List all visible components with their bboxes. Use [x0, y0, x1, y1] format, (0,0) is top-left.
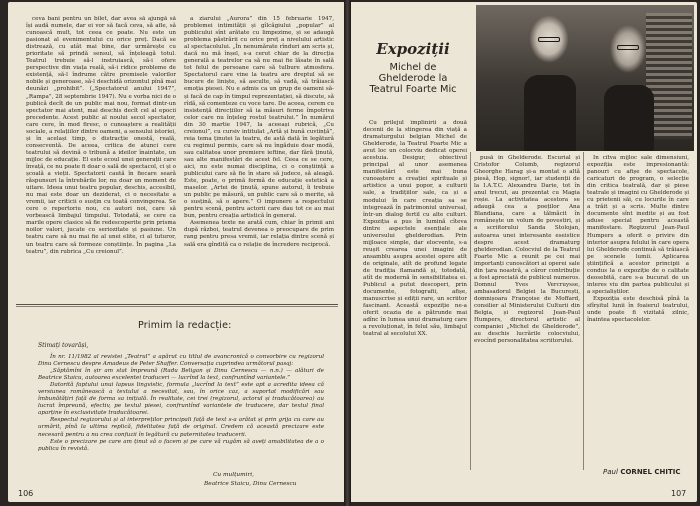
letter-paragraph: Respectul regizorului și al interpreților principali față de text s-a arătat și prin grija cu care au urmărit, pînă la ultima replică, fidelitatea față de original. Credem că această precizare este necesară pentru a nu crea confuzii în legătură cu paternitatea traducerii. [38, 417, 324, 438]
right-page-column-1 [363, 120, 467, 466]
paragraph: Cu prilejul împlinirii a două decenii de la stingerea din viață a dramaturgului belgian Michel de Ghelderode, la Teatrul Foarte Mic a avut loc un colocviu dedicat operei acestuia. Desigur, obiectivul principal al unor asemenea manifestări este mai buna cunoaștere a creației spirituale și artistice a unui popor, a culturii sale, a tradițiilor sale, ca și a modului în care creația sa se integrează în patrimoniul universal, într-un dialog fertil cu alte culturi. Expoziția a pus în lumină cîteva dintre aspectele esențiale ale universului ghelderodian. Prin mijloace simple, dar elocvente, s-a reușit crearea unei imagini de ansamblu asupra acestei opere atît de originale, atît de profund legate de tradiția flamandă și, totodată, atît de modernă în sensibilitatea ei. Publicul a putut descoperi, prin documente, fotografii, afișe, manuscrise și ediții rare, un scriitor fascinant. Această expoziție ne-a oferit ocazia de a pătrunde mai adînc în lumea unui dramaturg care a revoluționat, în felul său, limbajul teatral al secolului XX. [363, 120, 467, 338]
letter-signatories: Beatrice Staicu, Dinu Cernescu [204, 481, 297, 487]
author-first-name: Paul [603, 468, 618, 476]
paragraph: pusă în Ghelderode. Escurial și Cristofor Columb, regizorul Gheorghe Harag și-a montat o altă piesă, Hop, signor!, iar studenții de la I.A.T.C. Alexandru Darie, tot în anul trecut, au prezentat cu Magia roșie. La activitatea acestora se adaugă cea a poeților Ana Blandiana, care a tălmăcit în românește un volum de povestiri, și a scriitorului Sanda Stolojan, autoarea unei interesante eseistice despre acest dramaturg ghelderodian. Colocviul de la Teatrul Foarte Mic a reunit pe cei mai importanți cunoscători ai operei sale din țara noastră, a căror contribuție a fost apreciată de publicul numeros. Domnul Yves Vercruysse, ambasadorul Belgiei la București, domnișoara Françoise de Moffard, consilier al Ministerului Culturii din Belgia, și regizorul Jean-Paul Humpers, directorul artistic al companiei „Michel de Ghelderode”, au deschis lucrările colocviului, evocînd personalitatea scriitorului. [474, 155, 580, 345]
page-number-left: 106 [18, 489, 34, 498]
left-page-column-2 [184, 16, 334, 306]
left-page [8, 2, 344, 502]
letter-closing: Cu mulțumiri, [213, 472, 254, 478]
page-number-right: 107 [671, 489, 687, 498]
letter-paragraph: Datorită faptului unui lapsus lingvistic, formula „lucrînd la text” este apt a acredita ideea că versiunea românească a textului a necesitat, sau, în orice caz, a suportat modificări sau îmbunătățiri față de forma sa inițială. În realitate, cei trei (regizorul, actorul și traducătoarea) au lucrat împreună, efectiv, pe textul piesei, confruntînd variantele de traducere, dar textul final aparține în exclusivitate traducătoarei. [38, 382, 324, 417]
book-gutter [344, 0, 351, 506]
paragraph: În cîtva mijloc sale dimensiuni, expoziția este impresionantă: panouri cu afișe de spectacole, caricaturi de program, o selecție din critica teatrală, dar și piese teatrale și imagini cu Ghelderode și cu prietenii săi, cu locurile în care a trăit și a scris. Multe dintre documente sînt inedite și au fost aduse special pentru această manifestare. Regizorul Jean-Paul Humpers a oferit o privire din interior asupra felului în care opera lui Ghelderode continuă să trăiască pe scenele lumii. Aplicarea științifică a acestor principii a condus la o expoziție de o calitate deosebită, care s-a bucurat de un interes viu din partea publicului și a specialiștilor. [587, 155, 689, 295]
letter-paragraph: „Săptămîni în șir am stat împreună (Radu Beligan și Dinu Cernescu — n.n.) — alături de Beatrice Staicu, autoarea excelentei traduceri — lucrînd la text, confruntînd variantele.” [38, 368, 324, 382]
letter-salutation: Stimați tovarăși, [38, 342, 89, 349]
article-heading [363, 40, 463, 95]
letter-paragraph: Este o precizare pe care am ținut să o facem și pe care vă rugăm să aveți amabilitatea de a o publica în revistă. [38, 438, 324, 452]
letter-body [38, 354, 324, 453]
letter-paragraph: În nr. 11/1982 al revistei „Teatrul” a apărut cu titlul de avancronică o convorbire cu regizorul Dinu Cernescu despre Amadeus de Peter Shaffer. Conversația cuprindea următorul pasaj: [38, 354, 324, 368]
photo-glasses-left [538, 37, 560, 42]
section-kicker: Expoziții [376, 40, 450, 58]
article-author [603, 468, 680, 476]
article-title: Michel de Ghelderode la Teatrul Foarte Mic [369, 62, 457, 95]
column-rule [470, 152, 471, 470]
photo-person-right [604, 85, 654, 151]
left-page-column-1 [26, 16, 176, 306]
right-page-column-2 [474, 155, 580, 471]
author-last-name: CORNEL CHITIC [620, 468, 681, 476]
divider-top-inner [16, 306, 338, 307]
divider-top [16, 304, 338, 305]
paragraph: a ziarului „Aurora” din 15 februarie 1947, problemei intimității și gîlcăgiului „popular” al publicului sînt arătate cu limpezime, și se adaugă problema păstrării cu orice preț a nivelului artistic al spectacolului. „În nenumărate rînduri am scris și, dacă nu mă înșel, s-a cerut chiar de la direcția generală a teatrelor ca să nu mai fie lăsate în sală tot felul de persoane care să tulbure atmosfera. Spectatorul care vine la teatru are dreptul să se bucure de liniște, să asculte, să vadă, să trăiască emoția piesei. Nu e admis ca un grup de oameni să-și facă de cap în timpul reprezentației, să discute, să rîdă, să comenteze cu voce tare. De aceea, cerem cu insistență direcțiilor să ia măsuri ferme împotriva celor care nu înțeleg rostul teatrului.” În numărul din 30 martie 1947, la aceeași rubrică, „Cu creionul”, cu cursiv intitulat „Artă și bună cuviință”, reia tema ținutei la teatru, de astă dată în legătură cu regimul permis, care să nu îngăduie doar modă, sau calitatea unor premiere ieftine, dar fără ținută, sau alte manifestări de acest fel. Ceea ce se cere, aici, nu este numai disciplina, ci o conștiință a publicului care să fie în stare să judece, să aleagă. Este, poate, o primă formă de educație estetică a maselor. „Artei de ținută, spune autorul, îi trebuie un public pe măsură, un public care să o merite, să o susțină, să o apere.” O impunere a respectului pentru scenă, pentru actorii care dau tot ce au mai bun, pentru creația artistică în general. [184, 16, 334, 220]
column-rule [583, 152, 584, 470]
paragraph: Expoziția este deschisă pînă la sfîrșitul lunii în foaierul teatrului, unde poate fi vizitată zilnic, înaintea spectacolelor. [587, 295, 689, 324]
right-page-column-3 [587, 155, 689, 461]
right-page [351, 2, 697, 502]
article-photo [476, 5, 694, 151]
paragraph: ceva bani pentru un bilet, dar avea să ajungă să își audă numele, dar ei vor să facă ceva, să afle, să cunoască mult, tot ceea ce poate. Nu este un pasionat al evenimentului cu orice preț. Dacă se distrează, cu atât mai bine, dar urmărește cu prioritate să prindă sensul, să înțeleagă totul. Teatrul trebuie să-l instruiască, să-i ofere perspective din viața reală, să-i ridice probleme de existență, să-l îndrume către premisele valorilor nobile și generoase, să-l deschidă orizontul pînă mai deunăzi „prohibit”. („Spectatorul anului 1947”, „Rampa”, 28 septembrie 1947). Nu e vorba nici de o publică decît de un public mai nou, format dintr-un spectator mai atent, mai deschis decît cel al epocii precedente. Acest public al noului secol spectator, care cere, în mod firesc, o cunoaștere a realității sociale, a relațiilor dintre oameni, a sensului istoriei, și în același timp, o distracție onestă, reală, consecventă. De aceea, critica de atunci cere teatrului să devină o tribună a ideilor înaintate, un mijloc de educație. El este ecoul unei generații care învață, ce nu poate fi doar o sală de spectacol, ci și o școală a vieții. Spectatorii caută în fiecare seară răspunsuri la întrebările lor, nu doar un moment de uitare. Ideea unui teatru popular, deschis, accesibil, nu mai este doar un deziderat, ci o necesitate a vremii, iar criticii o susțin cu toată convingerea. Se cere o repertoriu nou, cu autori noi, care să vorbească limbajul timpului. Totodată, se cere ca marile opere clasice să fie redescoperite prin prisma noilor valori, jucate cu seriozitate și pasiune. Un teatru care să nu mai fie al unei elite, ci al tuturor, un teatru care să formeze conștiințe. În pagina „La teatru”, din rubrica „Cu creionul”. [26, 16, 176, 255]
letter-box-title: Primim la redacție: [138, 320, 232, 331]
photo-person-left [524, 75, 576, 151]
photo-glasses-right [617, 45, 639, 50]
paragraph: Asemenea texte ne arată cum, chiar în primii ani după război, teatrul devenea o preocupare de prim rang pentru presa vremii, iar relația dintre scenă și sală era gîndită ca o relație de încredere reciprocă. [184, 220, 334, 248]
